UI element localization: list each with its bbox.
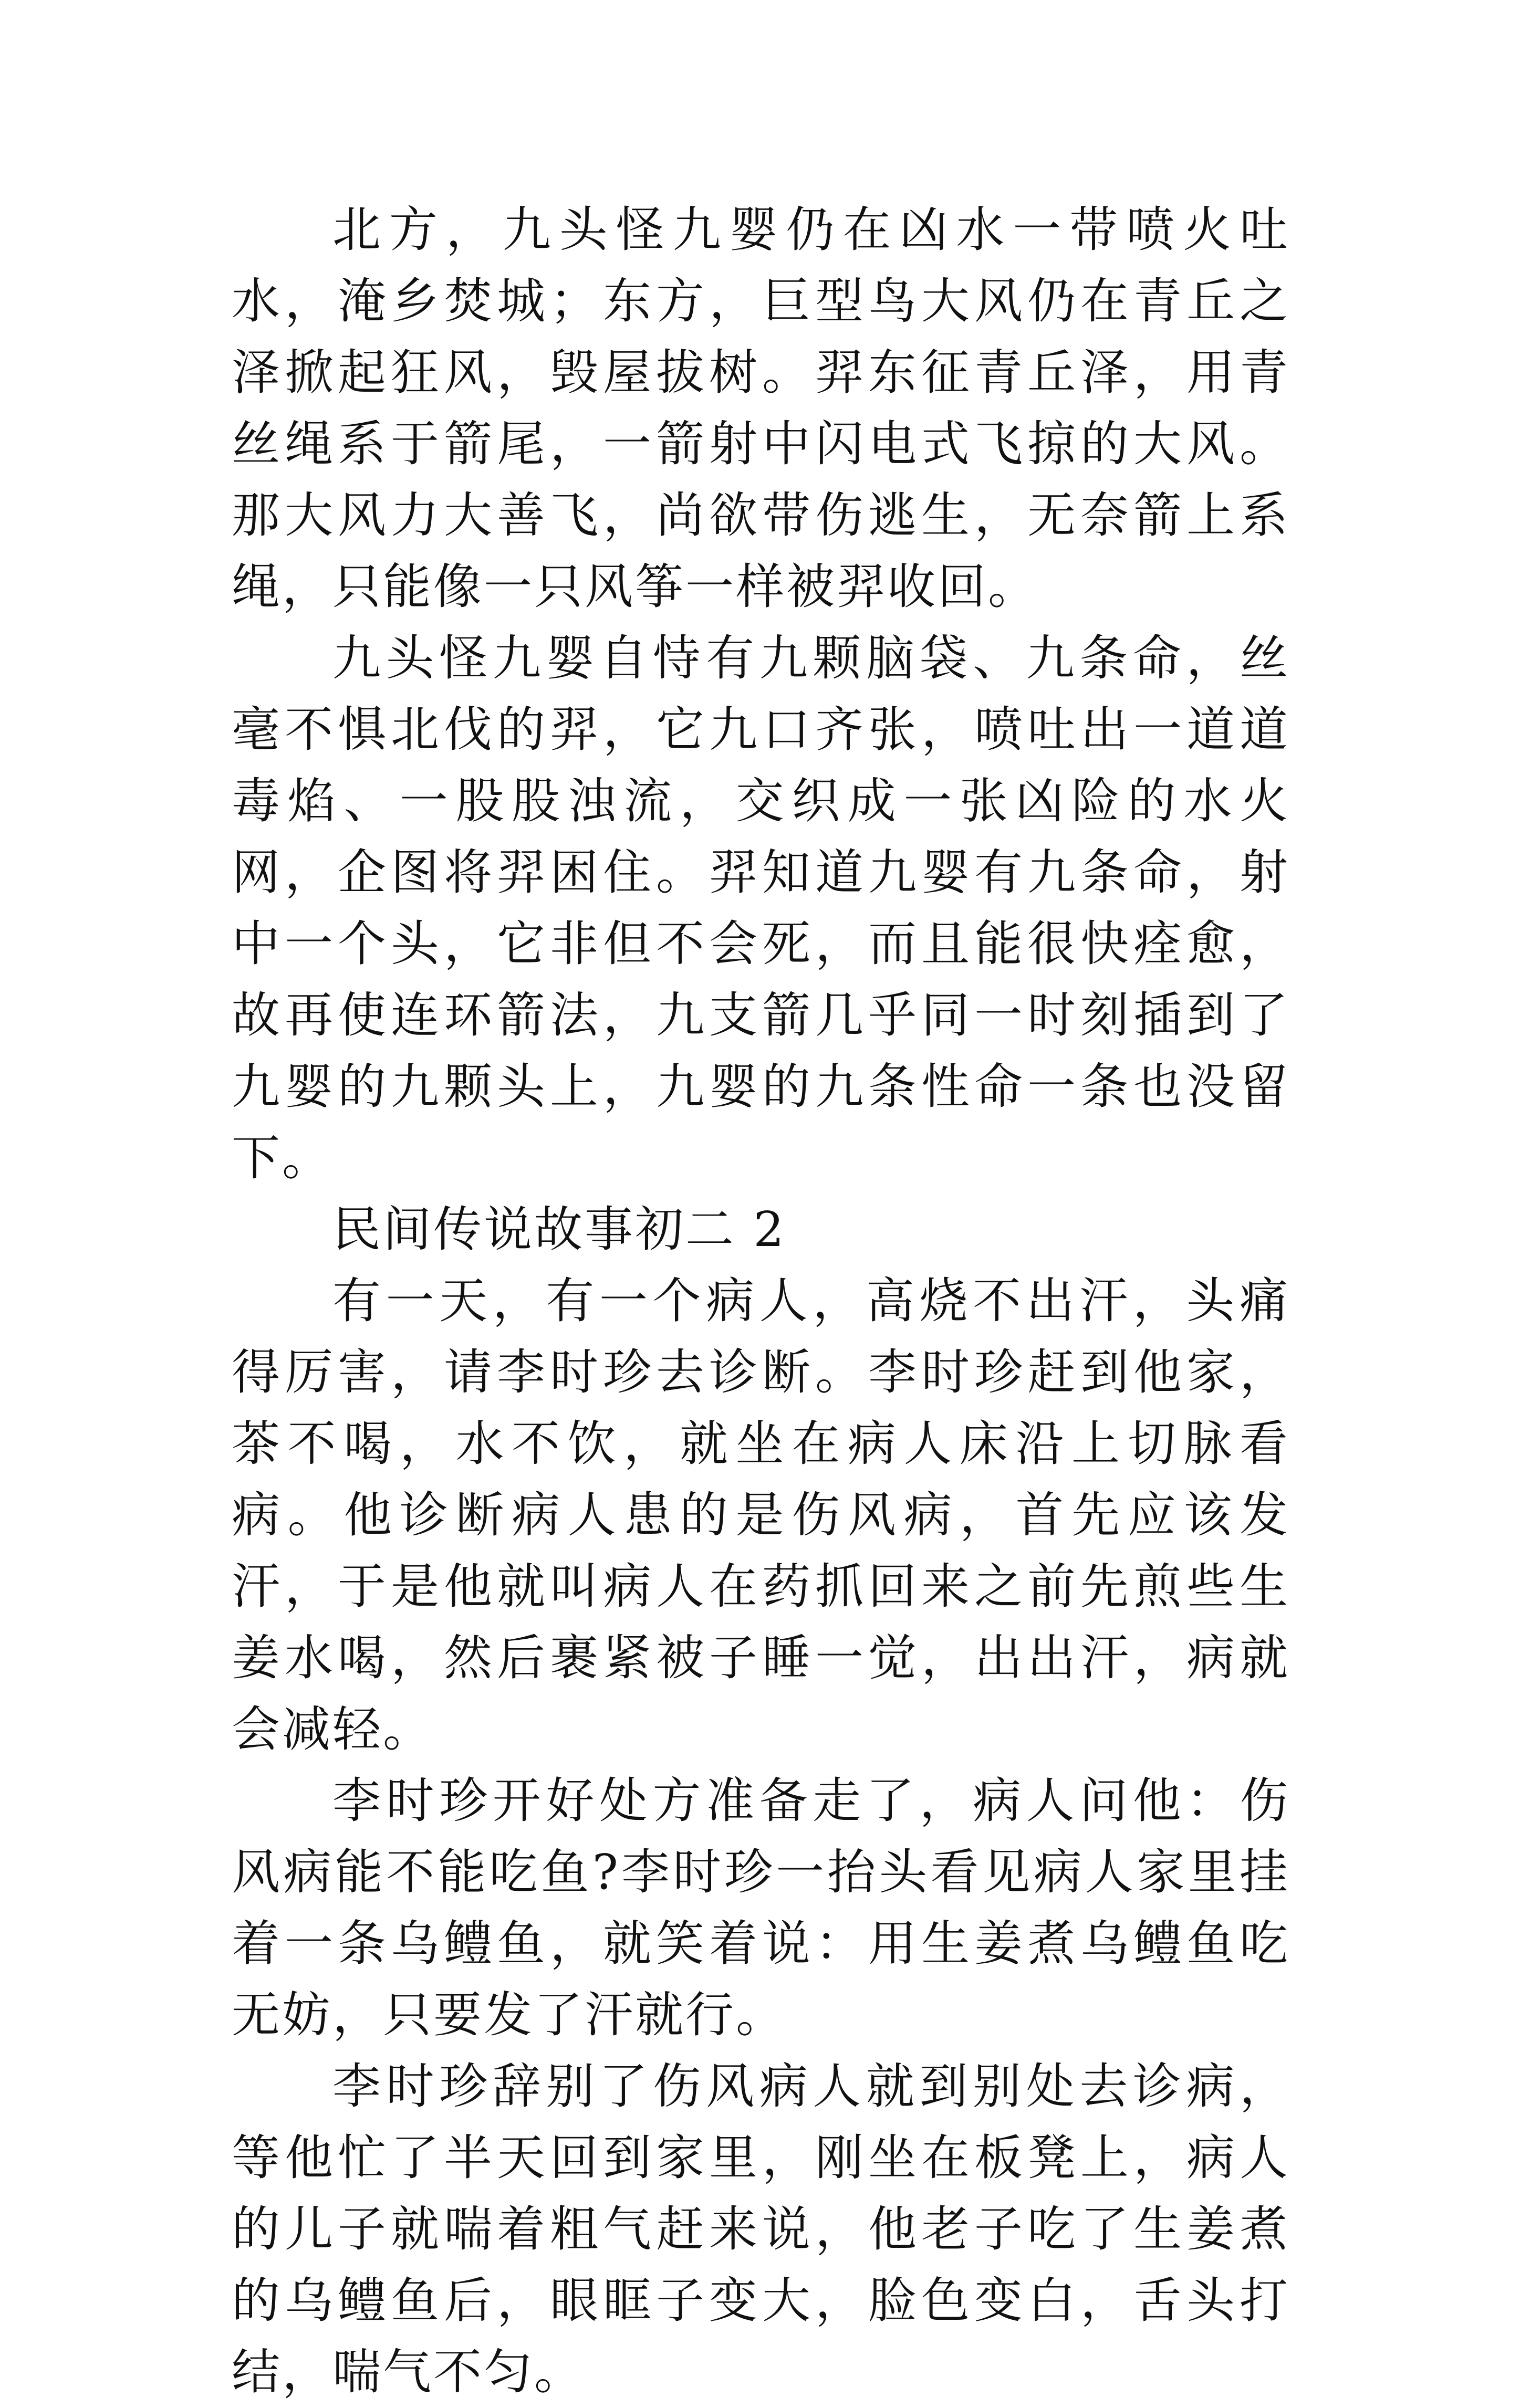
paragraph-4: 李时珍开好处方准备走了，病人问他：伤风病能不能吃鱼?李时珍一抬头看见病人家里挂着一条乌鳢鱼，就笑着说：用生姜煮乌鳢鱼吃无妨，只要发了汗就行。 [232,1773,1290,2043]
paragraph-5: 李时珍辞别了伤风病人就到别处去诊病，等他忙了半天回到家里，刚坐在板凳上，病人的儿子就喘着粗气赶来说，他老子吃了生姜煮的乌鳢鱼后，眼眶子变大，脸色变白，舌头打结，喘气不匀。 [232,2058,1290,2400]
paragraph-3: 有一天，有一个病人，高烧不出汗，头痛得厉害，请李时珍去诊断。李时珍赶到他家，茶不喝，水不饮，就坐在病人床沿上切脉看病。他诊断病人患的是伤风病，首先应该发汗，于是他就叫病人在药抓回来之前先煎些生姜水喝，然后裹紧被子睡一觉，出出汗，病就会减轻。 [232,1273,1290,1757]
body-text [232,194,1290,2408]
paragraph-1: 北方，九头怪九婴仍在凶水一带喷火吐水，淹乡焚城；东方，巨型鸟大风仍在青丘之泽掀起狂风，毁屋拔树。羿东征青丘泽，用青丝绳系于箭尾，一箭射中闪电式飞掠的大风。那大风力大善飞，尚欲带伤逃生，无奈箭上系绳，只能像一只风筝一样被羿收回。 [232,202,1290,615]
paragraph-2: 九头怪九婴自恃有九颗脑袋、九条命，丝毫不惧北伐的羿，它九口齐张，喷吐出一道道毒焰、一股股浊流，交织成一张凶险的水火网，企图将羿困住。羿知道九婴有九条命，射中一个头，它非但不会死，而且能很快痊愈，故再使连环箭法，九支箭几乎同一时刻插到了九婴的九颗头上，九婴的九条性命一条也没留下。 [232,630,1290,1186]
section-heading: 民间传说故事初二 2 [332,1201,786,1258]
